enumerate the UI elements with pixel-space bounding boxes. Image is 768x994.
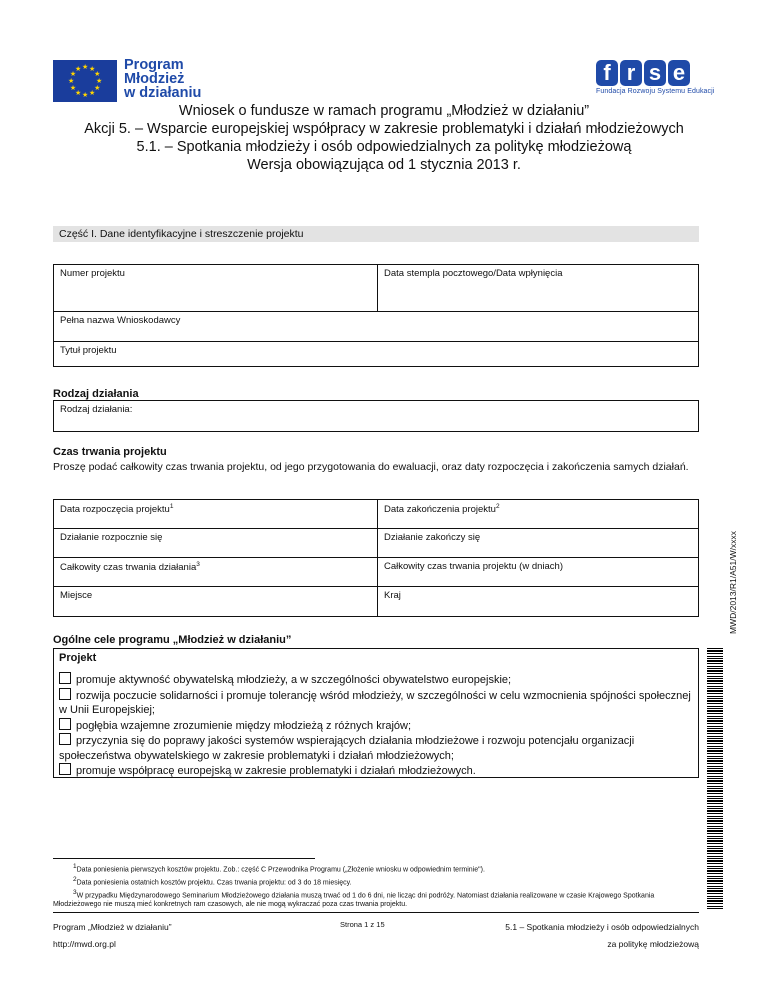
eu-star-icon: ★: [94, 71, 101, 78]
objective-text: promuje współpracę europejską w zakresie problematyki i działań młodzieżowych.: [76, 765, 476, 777]
eu-star-icon: ★: [82, 92, 89, 99]
objective-item: [59, 672, 693, 688]
footnote-ref: 3: [196, 561, 200, 568]
country-label: Kraj: [384, 590, 401, 601]
activity-start-field[interactable]: [53, 528, 378, 558]
objective-checkbox[interactable]: [59, 733, 71, 745]
activity-type-label: Rodzaj działania:: [60, 404, 133, 415]
objectives-heading: Ogólne cele programu „Młodzież w działaniu”: [53, 634, 292, 646]
eu-star-icon: ★: [69, 85, 77, 92]
side-document-code: MWD/2013/R1/A51/W/xxxx: [728, 531, 738, 634]
project-title-field[interactable]: [53, 341, 699, 367]
stamp-date-field[interactable]: [377, 264, 699, 312]
footnote-text: Data poniesienia ostatnich kosztów projektu. Czas trwania projektu: od 3 do 18 miesięcy.: [76, 879, 352, 887]
program-logo-line: Młodzież: [124, 71, 185, 87]
title-line: Wniosek o fundusze w ramach programu „Młodzież w działaniu”: [178, 103, 590, 119]
footer-url[interactable]: http://mwd.org.pl: [53, 939, 116, 949]
objective-text: rozwija poczucie solidarności i promuje tolerancję wśród młodzieży, w szczególności w celu wzmocnienia spójności społecznej w Unii Europejskiej;: [59, 689, 691, 716]
project-end-label: Data zakończenia projektu: [384, 504, 496, 516]
footer-program: Program „Młodzież w działaniu”: [53, 922, 172, 932]
eu-star-icon: ★: [82, 64, 89, 71]
project-start-label: Data rozpoczęcia projektu: [60, 504, 170, 516]
objective-item: [59, 718, 693, 734]
frse-letter: r: [620, 60, 642, 86]
project-number-field[interactable]: [53, 264, 378, 312]
eu-flag-logo: [53, 60, 117, 102]
program-logo-line: w działaniu: [124, 85, 202, 101]
objective-checkbox[interactable]: [59, 718, 71, 730]
footnote-ref: 1: [169, 503, 174, 510]
footer-action-cont: za politykę młodzieżową: [607, 939, 699, 949]
duration-intro: Proszę podać całkowity czas trwania projektu, od jego przygotowania do ewaluacji, oraz daty rozpoczęcia i zakończenia samych działań.: [53, 461, 689, 473]
project-start-field[interactable]: [53, 499, 378, 529]
title-line: 5.1. – Spotkania młodzieży i osób odpowiedzialnych za politykę młodzieżową: [136, 139, 632, 155]
frse-letter: s: [644, 60, 666, 86]
footnote: [53, 888, 699, 910]
applicant-name-label: Pełna nazwa Wnioskodawcy: [60, 315, 181, 326]
activity-start-label: Działanie rozpocznie się: [60, 532, 163, 543]
title-line: Wersja obowiązująca od 1 stycznia 2013 r.: [247, 157, 521, 173]
objective-text: przyczynia się do poprawy jakości systemów wspierających działania młodzieżowe i rozwoju potencjału organizacji społeczeństwa obywatelskiego w zakresie problematyki i działań młodzieżowych;: [59, 735, 635, 762]
eu-star-icon: ★: [68, 78, 75, 85]
objectives-box: [53, 648, 699, 778]
objective-text: promuje aktywność obywatelską młodzieży, a w szczególności obywatelstwo europejskie;: [76, 674, 512, 686]
program-logo: [124, 58, 201, 100]
footnote-number: 2: [73, 875, 77, 883]
part-heading: Część I. Dane identyfikacyjne i streszczenie projektu: [53, 226, 699, 242]
barcode: [707, 648, 723, 910]
frse-letter: e: [668, 60, 690, 86]
stamp-date-label: Data stempla pocztowego/Data wpłynięcia: [384, 268, 563, 279]
duration-heading: Czas trwania projektu: [53, 446, 167, 458]
title-line: Akcji 5. – Wsparcie europejskiej współpracy w zakresie problematyki i działań młodzieżowych: [84, 121, 684, 137]
footnote-divider: [53, 858, 315, 859]
eu-star-icon: ★: [89, 90, 96, 98]
footnote-number: 1: [73, 863, 77, 870]
project-total-field[interactable]: [377, 557, 699, 587]
activity-end-field[interactable]: [377, 528, 699, 558]
footnote-text: Data poniesienia pierwszych kosztów projektu. Zob.: część C Przewodnika Programu („Złożenie wniosku w odpowiednim terminie").: [76, 866, 485, 874]
footnote-text: W przypadku Międzynarodowego Seminarium Młodzieżowego działania muszą trwać od 1 do 6 dni, nie licząc dni podróży. Natomiast działania realizowane w czasie Krajowego Spotkania Młodzieżowego nie muszą mieć konkretnych ram czasowych, ale nie mogą wykraczać poza czas trwania projektu.: [53, 891, 655, 909]
footnotes: [53, 862, 699, 910]
footer-left: [53, 919, 172, 953]
objective-item: [59, 733, 693, 763]
activity-type-field[interactable]: [53, 400, 699, 432]
objective-item: [59, 688, 693, 718]
activity-end-label: Działanie zakończy się: [384, 532, 481, 543]
program-logo-line: Program: [124, 57, 184, 73]
document-title: [0, 102, 768, 174]
frse-letter: f: [596, 60, 618, 86]
footnote: [53, 862, 699, 875]
activity-total-label: Całkowity czas trwania działania: [60, 562, 197, 574]
footnote-number: 3: [73, 888, 77, 896]
objective-checkbox[interactable]: [59, 688, 71, 700]
activity-heading: Rodzaj działania: [53, 388, 139, 400]
eu-star-icon: ★: [89, 65, 96, 73]
eu-star-icon: ★: [96, 78, 103, 85]
frse-logo: [596, 60, 714, 95]
footer-divider: [53, 912, 699, 913]
eu-star-icon: ★: [75, 65, 82, 73]
objective-text: pogłębia wzajemne zrozumienie między młodzieżą z różnych krajów;: [76, 719, 412, 732]
frse-subtitle: Fundacja Rozwoju Systemu Edukacji: [596, 88, 715, 95]
place-label: Miejsce: [60, 590, 93, 601]
project-title-label: Tytuł projektu: [60, 345, 117, 356]
objective-item: [59, 763, 693, 779]
eu-star-icon: ★: [94, 85, 101, 92]
objectives-box-title: Projekt: [59, 652, 97, 664]
objective-checkbox[interactable]: [59, 763, 71, 775]
objective-checkbox[interactable]: [59, 672, 71, 684]
country-field[interactable]: [377, 586, 699, 617]
project-number-label: Numer projektu: [60, 268, 125, 279]
page-number: Strona 1 z 15: [340, 920, 385, 929]
place-field[interactable]: [53, 586, 378, 617]
footnote-ref: 2: [495, 503, 500, 510]
eu-star-icon: ★: [69, 71, 77, 78]
footer-right: [505, 919, 699, 953]
eu-star-icon: ★: [75, 90, 82, 98]
applicant-name-field[interactable]: [53, 311, 699, 342]
activity-total-field[interactable]: [53, 557, 378, 587]
footer-action: 5.1 – Spotkania młodzieży i osób odpowiedzialnych: [505, 922, 699, 932]
project-end-field[interactable]: [377, 499, 699, 529]
footnote: [53, 875, 699, 888]
project-total-label: Całkowity czas trwania projektu (w dniach): [384, 561, 563, 572]
